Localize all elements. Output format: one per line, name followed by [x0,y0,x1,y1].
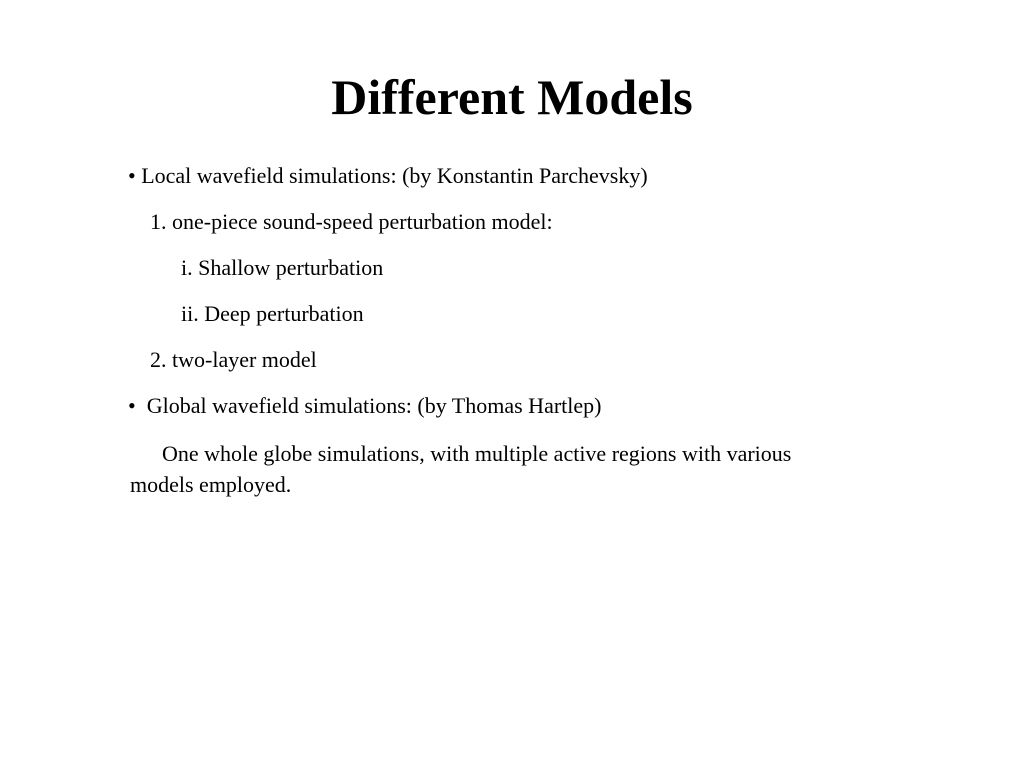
global-description-paragraph: One whole globe simulations, with multiple active regions with various models employed. [130,441,792,497]
bullet-item-local-simulations [128,162,648,190]
sub-item-two-layer-model: 2. two-layer model [150,347,317,372]
bullet-icon: • [128,163,136,188]
slide-title: Different Models [331,69,693,125]
bullet-icon: • [128,393,136,418]
bullet-text: Global wavefield simulations: (by Thomas Hartlep) [141,393,602,418]
sub-sub-item-shallow: i. Shallow perturbation [181,255,384,280]
sub-sub-item-deep: ii. Deep perturbation [181,301,364,326]
bullet-item-global-simulations [128,392,601,420]
bullet-text: Local wavefield simulations: (by Konstantin Parchevsky) [141,163,648,188]
sub-item-one-piece-model: 1. one-piece sound-speed perturbation model: [150,209,553,234]
